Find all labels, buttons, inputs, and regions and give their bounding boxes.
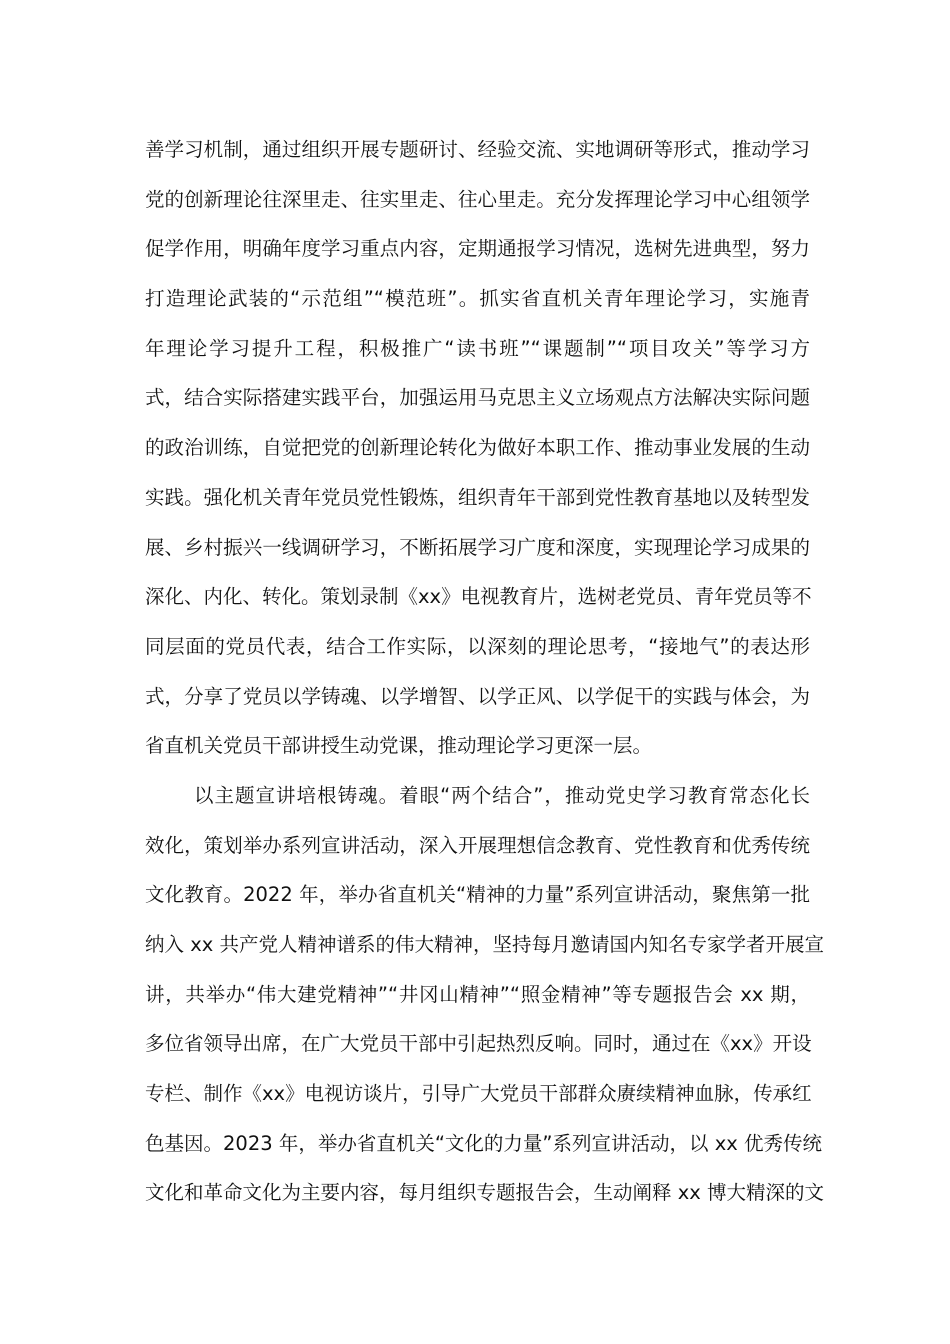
- text-line: 展、乡村振兴一线调研学习，不断拓展学习广度和深度，实现理论学习成果的: [145, 535, 810, 559]
- text-line: 同层面的党员代表，结合工作实际，以深刻的理论思考，“接地气”的表达形: [145, 634, 810, 658]
- text-line: 讲，共举办“伟大建党精神”“井冈山精神”“照金精神”等专题报告会 xx 期，: [145, 982, 810, 1006]
- text-line: 善学习机制，通过组织开展专题研讨、经验交流、实地调研等形式，推动学习: [145, 138, 810, 161]
- text-line: 专栏、制作《xx》电视访谈片，引导广大党员干部群众赓续精神血脉，传承红: [145, 1082, 812, 1106]
- text-line: 实践。强化机关青年党员党性锻炼，组织青年干部到党性教育基地以及转型发: [145, 485, 810, 509]
- text-line: 效化，策划举办系列宣讲活动，深入开展理想信念教育、党性教育和优秀传统: [145, 833, 810, 857]
- text-line: 促学作用，明确年度学习重点内容，定期通报学习情况，选树先进典型，努力: [145, 237, 810, 261]
- text-line: 深化、内化、转化。策划录制《xx》电视教育片，选树老党员、青年党员等不: [145, 585, 812, 609]
- text-line: 文化教育。2022 年，举办省直机关“精神的力量”系列宣讲活动，聚焦第一批: [145, 883, 810, 907]
- text-line: 式，分享了党员以学铸魂、以学增智、以学正风、以学促干的实践与体会，为: [145, 684, 810, 708]
- paragraph-start-line: 以主题宣讲培根铸魂。着眼“两个结合”，推动党史学习教育常态化长: [194, 783, 810, 807]
- text-line: 文化和革命文化为主要内容，每月组织专题报告会，生动阐释 xx 博大精深的文: [145, 1181, 824, 1205]
- text-line: 打造理论武装的“示范组”“模范班”。抓实省直机关青年理论学习，实施青: [145, 287, 810, 311]
- text-line: 党的创新理论往深里走、往实里走、往心里走。充分发挥理论学习中心组领学: [145, 187, 810, 211]
- text-line: 式，结合实际搭建实践平台，加强运用马克思主义立场观点方法解决实际问题: [145, 386, 810, 410]
- text-line: 多位省领导出席，在广大党员干部中引起热烈反响。同时，通过在《xx》开设: [145, 1032, 812, 1056]
- paragraph-end-line: 省直机关党员干部讲授生动党课，推动理论学习更深一层。: [145, 734, 653, 758]
- text-line: 年理论学习提升工程，积极推广“读书班”“课题制”“项目攻关”等学习方: [145, 336, 810, 360]
- document-body: [145, 125, 824, 1218]
- text-line: 的政治训练，自觉把党的创新理论转化为做好本职工作、推动事业发展的生动: [145, 436, 810, 460]
- text-line: 纳入 xx 共产党人精神谱系的伟大精神，坚持每月邀请国内知名专家学者开展宣: [145, 933, 824, 956]
- text-line: 色基因。2023 年，举办省直机关“文化的力量”系列宣讲活动，以 xx 优秀传统: [145, 1131, 823, 1155]
